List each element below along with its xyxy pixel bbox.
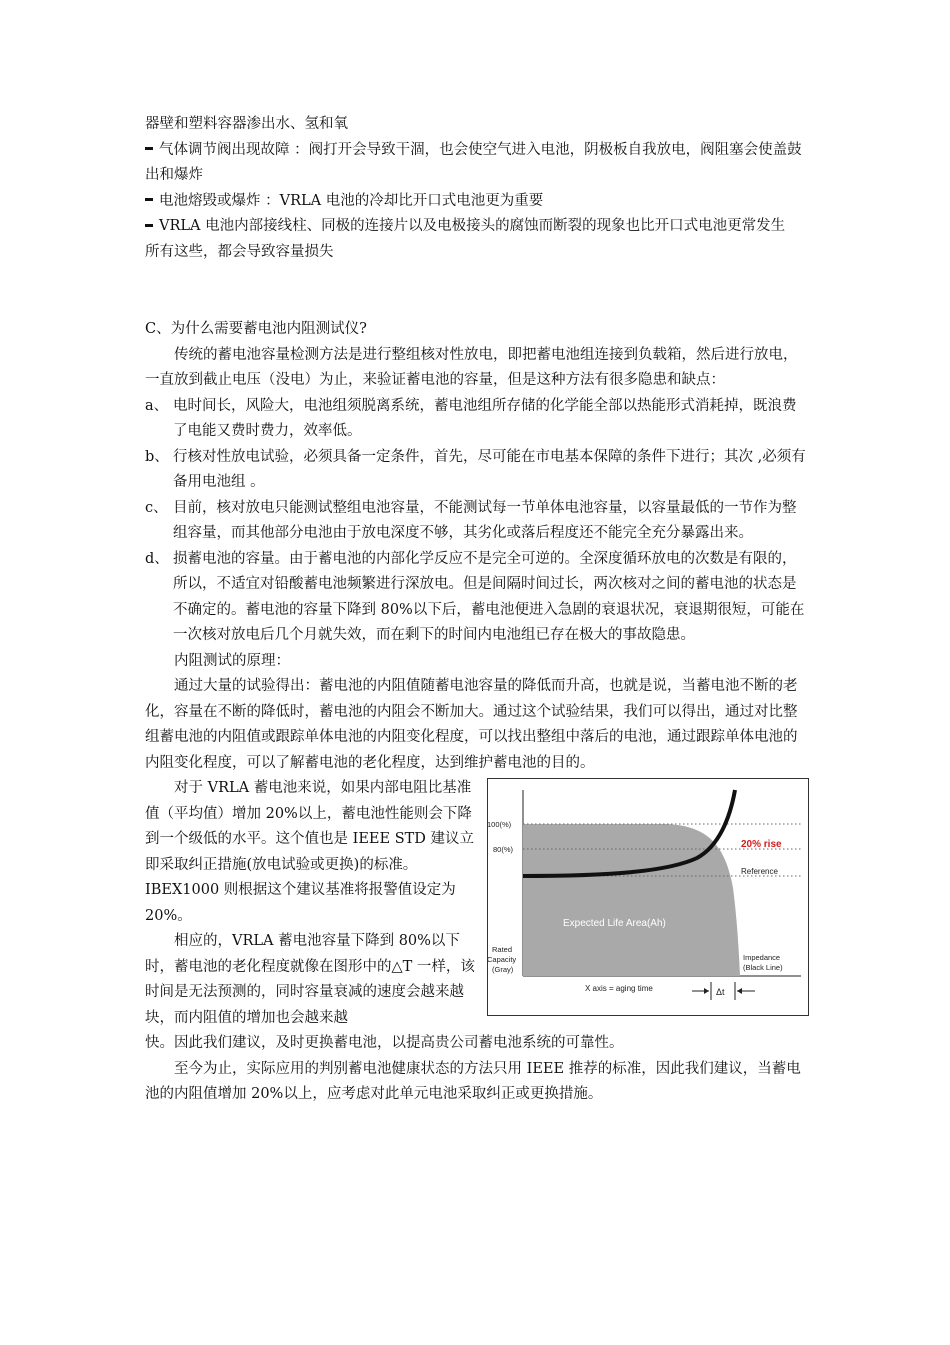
list-item: a、 电时间长，风险大，电池组须脱离系统，蓄电池组所存储的化学能全部以热能形式消耗掉，既浪费了电能又费时费力，效率低。 (145, 397, 797, 439)
summary-line: 所有这些，都会导致容量损失 (145, 243, 334, 260)
list-item: c、 目前，核对放电只能测试整组电池容量，不能测试每一节单体电池容量，以容量最低的一节作为整组容量，而其他部分电池由于放电深度不够，其劣化或落后程度还不能完全充分暴露出来。 (145, 499, 797, 541)
list-item: d、 损蓄电池的容量。由于蓄电池的内部化学反应不是完全可逆的。全深度循环放电的次数是有限的，所以，不适宜对铅酸蓄电池频繁进行深放电。但是间隔时间过长，两次核对之间的蓄电池的状态是不确定的。蓄电池的容量下降到 80%以下后，蓄电池便进入急剧的衰退状况，衰退期很短，可能在一次核对放电后几个月就失效，而在剩下的时间内电池组已存在极大的事故隐患。 (145, 550, 805, 643)
x-axis-label: X axis = aging time (585, 984, 653, 993)
figure-text-column (145, 776, 477, 1031)
corresponding-paragraph: 相应的，VRLA 蓄电池容量下降到 80%以下时，蓄电池的老化程度就像在图形中的△T 一样，该时间是无法预测的，同时容量衰减的速度会越来越块，而内阻值的增加也会越来越 (145, 933, 475, 1026)
expected-life-area (523, 824, 740, 976)
reference-label: Reference (741, 867, 778, 876)
dt-label: Δt (716, 987, 725, 997)
area-label: Expected Life Area(Ah) (563, 918, 666, 929)
impedance-label-1: Impedance (743, 953, 781, 962)
principle-paragraph: 通过大量的试验得出：蓄电池的内阻值随蓄电池容量的降低而升高，也就是说，当蓄电池不断的老化，容量在不断的降低时，蓄电池的内阻会不断加大。通过这个试验结果，我们可以得出，通过对比整组蓄电池的内阻值或跟踪单体电池的内阻变化程度，可以找出整组中落后的电池，通过跟踪单体电池的内阻变化程度，可以了解蓄电池的老化程度，达到维护蓄电池的目的。 (145, 678, 798, 771)
rated-label-3: (Gray) (492, 965, 514, 974)
document-page (145, 112, 810, 1108)
bullet-item: VRLA 电池内部接线柱、同极的连接片以及电极接头的腐蚀而断裂的现象也比开口式电池更常发生 (145, 214, 810, 240)
bullet-item: 电池熔毁或爆炸 ：VRLA 电池的冷却比开口式电池更为重要 (145, 189, 810, 215)
final-paragraph: 至今为止，实际应用的判别蓄电池健康状态的方法只用 IEEE 推荐的标准，因此我们建议，当蓄电池的内阻值增加 20%以上，应考虑对此单元电池采取纠正或更换措施。 (145, 1060, 801, 1102)
dash-bullet-icon (145, 198, 153, 201)
impedance-label-2: (Black Line) (743, 963, 783, 972)
bullet-item: 气体调节阀出现故障 ：阀打开会导致干涸，也会使空气进入电池，阴极板自我放电，阀阻塞会使盖鼓出和爆炸 (145, 141, 802, 183)
rated-label-2: Capacity (487, 955, 517, 964)
rise-label: 20% rise (741, 839, 782, 850)
dash-bullet-icon (145, 224, 153, 227)
intro-paragraph: 传统的蓄电池容量检测方法是进行整组核对性放电，即把蓄电池组连接到负载箱，然后进行放电，一直放到截止电压（没电）为止，来验证蓄电池的容量，但是这种方法有很多隐患和缺点： (145, 346, 798, 388)
principle-title: 内阻测试的原理： (174, 652, 290, 669)
dash-bullet-icon (145, 147, 153, 150)
corresponding-tail: 快。因此我们建议，及时更换蓄电池，以提高贵公司蓄电池系统的可靠性。 (145, 1035, 624, 1051)
figure-section (145, 776, 810, 1031)
y-label-100: 100(%) (487, 820, 512, 829)
vrla-paragraph: 对于 VRLA 蓄电池来说，如果内部电阻比基准值（平均值）增加 20%以上，蓄电池性能则会下降到一个级低的水平。这个值也是 IEEE STD 建议立即采取纠正措施(放电试验或更换)的标准。IBEX1000 则根据这个建议基准将报警值设定为 20%。 (145, 780, 475, 924)
rated-label-1: Rated (492, 945, 513, 954)
text-line: 器壁和塑料容器渗出水、氢和氧 (145, 116, 348, 132)
y-label-80: 80(%) (493, 845, 514, 854)
section-title: C、为什么需要蓄电池内阻测试仪? (145, 321, 367, 337)
list-item: b、 行核对性放电试验，必须具备一定条件，首先，尽可能在市电基本保障的条件下进行；其次 ,必须有备用电池组 。 (145, 448, 806, 490)
capacity-impedance-chart (487, 778, 809, 1016)
